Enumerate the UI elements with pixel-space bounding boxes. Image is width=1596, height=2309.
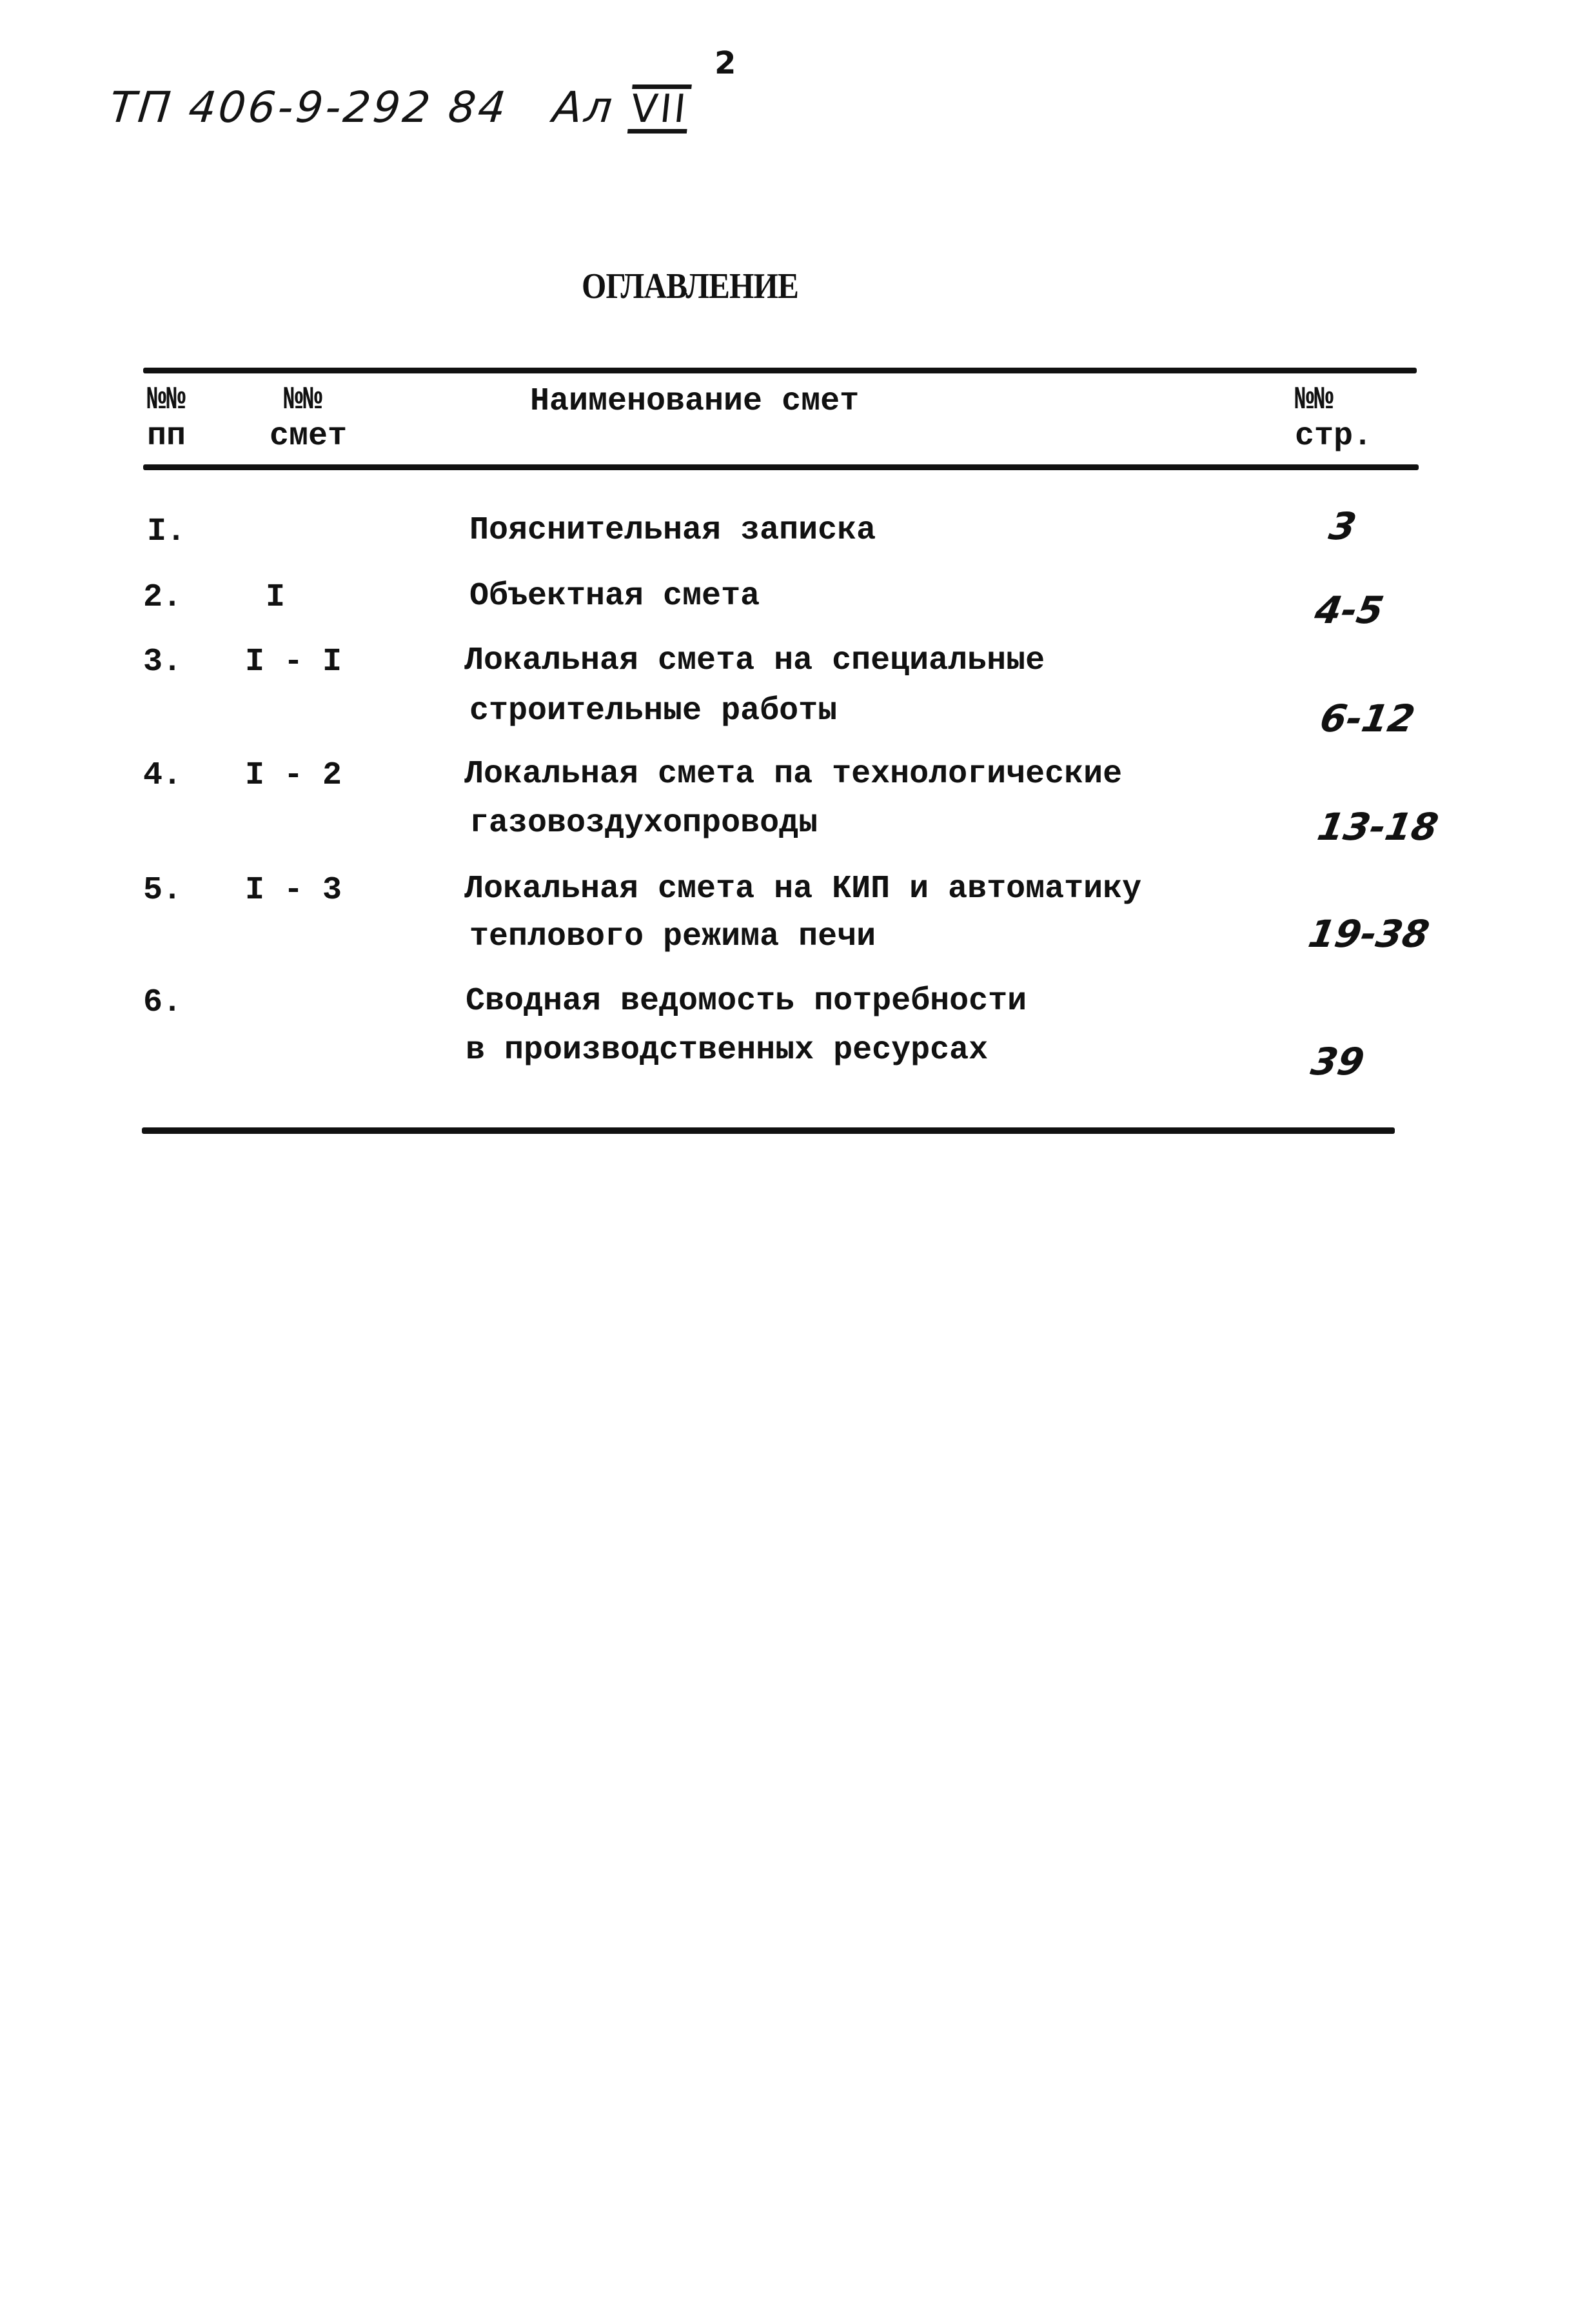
- table-bottom-rule: [142, 1127, 1395, 1134]
- column-header-estimate-no-sub: смет: [270, 418, 348, 455]
- row-item-no: 6.: [143, 984, 182, 1021]
- row-name-line: теплового режима печи: [469, 918, 876, 955]
- row-estimate-no: I - I: [245, 644, 342, 680]
- row-name-line: в производственных ресурсах: [466, 1032, 989, 1069]
- row-name-line: Локальная смета на специальные: [464, 642, 1045, 679]
- row-pages: 39: [1308, 1040, 1368, 1084]
- row-name-line: Объектная смета: [469, 578, 760, 615]
- row-name-line: Локальная смета па технологические: [464, 756, 1123, 793]
- row-pages: 13-18: [1314, 805, 1442, 849]
- row-name-line: Локальная смета на КИП и автоматику: [464, 871, 1142, 907]
- row-item-no: 2.: [143, 579, 182, 616]
- column-header-item-no-sub: пп: [147, 418, 186, 455]
- column-header-name: Наименование смет: [530, 383, 860, 420]
- album-volume: VII: [627, 84, 692, 134]
- row-item-no: 4.: [143, 757, 182, 794]
- row-estimate-no: I: [266, 579, 286, 616]
- row-name-line: строительные работы: [469, 693, 838, 729]
- album-label: Ал: [550, 83, 617, 132]
- column-header-item-no: №№: [147, 382, 186, 419]
- row-pages: 19-38: [1305, 912, 1433, 956]
- row-name-line: Пояснительная записка: [469, 512, 876, 549]
- row-item-no: 5.: [143, 872, 182, 909]
- row-estimate-no: I - 3: [245, 872, 342, 909]
- row-name-line: газовоздухопроводы: [469, 805, 818, 842]
- row-name-line: Сводная ведомость потребности: [466, 983, 1027, 1020]
- row-pages: 4-5: [1312, 588, 1387, 632]
- column-header-pages-sub: стр.: [1295, 418, 1373, 455]
- column-header-estimate-no: №№: [284, 382, 323, 419]
- row-estimate-no: I - 2: [245, 757, 342, 794]
- document-code: [107, 83, 693, 134]
- page-number: 2: [714, 45, 736, 81]
- row-item-no: 3.: [143, 644, 182, 680]
- table-header-rule: [143, 464, 1419, 470]
- document-code-text: ТП 406-9-292 84: [107, 83, 511, 132]
- row-pages: 6-12: [1317, 697, 1419, 740]
- page-title: ОГЛАВЛЕНИЕ: [582, 266, 798, 306]
- row-pages: 3: [1326, 504, 1360, 548]
- table-top-rule: [143, 368, 1417, 373]
- column-header-pages: №№: [1295, 382, 1334, 419]
- row-item-no: I.: [147, 513, 186, 550]
